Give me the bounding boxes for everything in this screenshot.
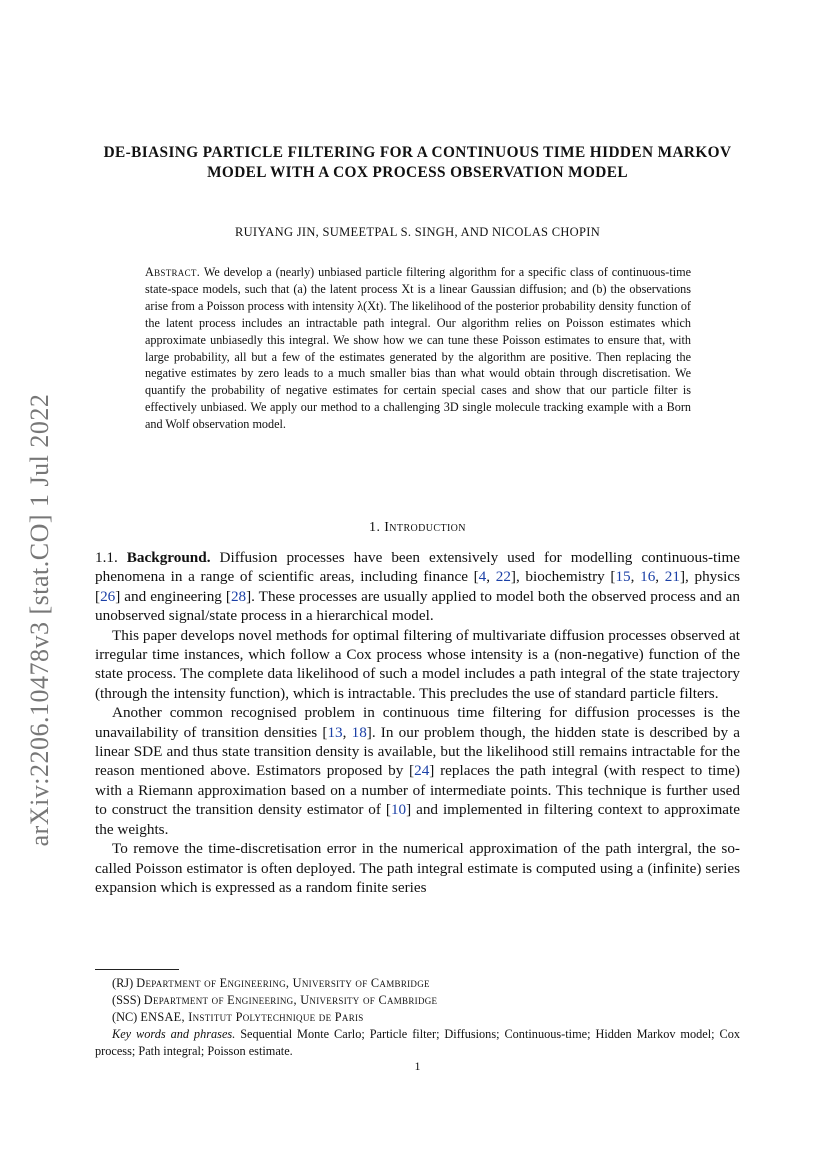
section-heading: 1. Introduction [369,520,466,535]
citation-link[interactable]: 18 [351,723,367,741]
body-text [95,548,740,897]
paragraph-contribution: This paper develops novel methods for optimal filtering of multivariate diffusion processes observed at irregular time instances, which follow a Cox process whose intensity is a (non-negative) function of the state process. The complete data likelihood of such a model includes a path integral of the state trajectory (through the intensity function), which is intractable. This precludes the use of standard particle filters. [95,626,740,702]
text-run: ]. In our problem though, the hidden state is described by a linear SDE and thus state transition density is available, but the likelihood still remains intractable for the reason mentioned above. Estimators proposed by [ [95,723,740,780]
paragraph-poisson-estimator: To remove the time-discretisation error in the numerical approximation of the path intergral, the so-called Poisson estimator is often deployed. The path integral estimate is computed using a (infinite) series expansion which is expressed as a random finite series [95,840,740,896]
text-run: ], physics [ [95,568,741,605]
text-run: ] and engineering [ [115,587,231,605]
text-run: ] and implemented in filtering context to approximate the weights. [95,801,740,838]
text-run: ]. These processes are usually applied to model both the observed process and an unobserved signal/state process in a hierarchical model. [95,587,741,625]
citation-link[interactable]: 24 [414,762,430,780]
author-list: RUIYANG JIN, SUMEETPAL S. SINGH, AND NICOLAS CHOPIN [234,225,601,239]
footnote-keywords [95,1026,740,1060]
keywords-text: Sequential Monte Carlo; Particle filter; Diffusions; Continuous-time; Hidden Markov model; Cox process; Path integral; Poisson estimate. [95,1027,741,1058]
affiliation-text: Department of Engineering, University of Cambridge [143,993,438,1007]
affiliation-text: ENSAE, Institut Polytechnique de Paris [140,1010,364,1024]
footnote-tag: (NC) [112,1010,138,1024]
footnote-tag: (RJ) [112,976,134,990]
text-run: Another common recognised problem in continuous time filtering for diffusion processes is the unavailability of transition densities [ [95,704,740,741]
paragraph-background [95,548,740,626]
abstract-text: We develop a (nearly) unbiased particle filtering algorithm for a specific class of continuous-time state-space models, such that (a) the latent process Xt is a linear Gaussian diffusion; and (b) the observations arise from a Poisson process with intensity λ(Xt). The likelihood of the posterior probability density function of the latent process includes an intractable path integral. Our algorithm relies on Poisson estimates which approximate unbiasedly this integral. We show how we can tune these Poisson estimates to ensure that, with large probability, all but a few of the estimates generated by the algorithm are positive. Then replacing the negative estimates by zero leads to a much smaller bias than what would obtain through discretisation. We quantify the probability of negative estimates for certain special cases and show that our particle filter is effectively unbiased. We apply our method to a challenging 3D single molecule tracking example with a Born and Wolf observation model. [145,265,691,432]
arxiv-identifier: arXiv:2206.10478v3 [stat.CO] 1 Jul 2022 [25,393,54,847]
keywords-label: Key words and phrases. [112,1027,236,1041]
footnote-rule [95,969,179,970]
text-run: , [655,568,665,586]
text-run: , [486,568,496,586]
footnote-tag: (SSS) [112,993,141,1007]
affiliation-text: Department of Engineering, University of Cambridge [136,976,430,990]
citation-link[interactable]: 4 [478,568,487,586]
footnote-affiliation-rj [95,975,740,992]
citation-link[interactable]: 28 [230,587,247,605]
citation-link[interactable]: 15 [615,568,631,586]
abstract-label: Abstract. [145,265,201,279]
citation-link[interactable]: 10 [390,801,407,819]
paragraph-transition-densities [95,703,740,839]
citation-link[interactable]: 26 [100,587,116,605]
abstract [145,264,691,433]
page-number: 1 [414,1059,421,1073]
citation-link[interactable]: 21 [664,568,680,586]
citation-link[interactable]: 22 [495,568,511,586]
paper-title: DE-BIASING PARTICLE FILTERING FOR A CONTINUOUS TIME HIDDEN MARKOV MODEL WITH A COX PROCESS OBSERVATION MODEL [103,144,732,181]
footnotes [95,975,740,1060]
footnote-affiliation-nc [95,1009,740,1026]
text-run: Diffusion processes have been extensively used for modelling continuous-time phenomena in a range of scientific areas, including finance [ [95,549,741,586]
text-run: ], biochemistry [ [510,568,616,586]
text-run: , [342,723,352,741]
subsection-number: 1.1. [95,549,118,566]
text-run: , [630,568,641,586]
text-run: ] replaces the path integral (with respect to time) with a Riemann approximation based on a number of intermediate points. This technique is further used to construct the transition density estimator of [ [95,762,740,819]
citation-link[interactable]: 16 [640,568,656,586]
footnote-affiliation-sss [95,992,740,1009]
citation-link[interactable]: 13 [327,723,343,741]
subsection-title: Background. [126,549,211,566]
